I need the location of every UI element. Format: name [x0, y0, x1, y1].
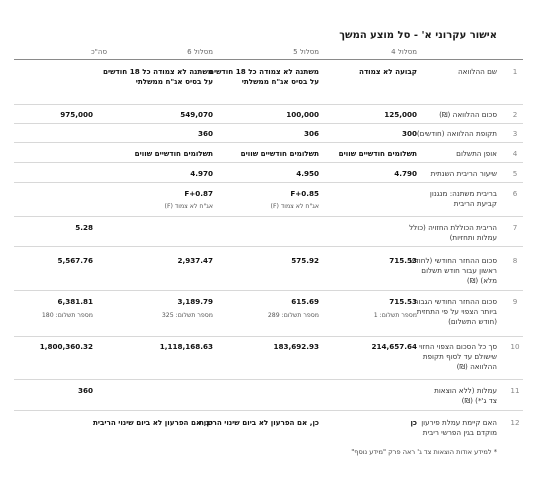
cell-max-payment-track5: 615.69 [291, 297, 319, 306]
row-label-loan-amount: סכום ההלוואה (₪) [439, 110, 497, 119]
cell-max-payment-track6-note: מספר תשלום: 325 [161, 312, 213, 319]
cell-loan-amount-total: 975,000 [60, 110, 93, 119]
cell-monthly-payment-track6: 2,937.47 [177, 256, 213, 265]
cell-loan-name-track5: משתנה לא צמודה כל 18 חודשים על בסיס אג"ח ממשלתי [208, 67, 319, 86]
row-number: 12 [510, 418, 520, 427]
row-divider [14, 336, 523, 337]
row-label-monthly-payment: סכום ההחזר החודשי (לחודש ראשון עבור חודש תשלום מלא) (₪) [409, 256, 497, 285]
cell-loan-period-track4: 300 [401, 129, 417, 138]
cell-total-repayment-track4: 214,657.64 [371, 342, 417, 351]
row-number: 11 [510, 386, 520, 395]
cell-total-repayment-total: 1,800,360.32 [39, 342, 93, 351]
row-number: 2 [512, 110, 518, 119]
row-number: 7 [512, 223, 518, 232]
cell-payment-method-track4: תשלומים חודשיים שווים [338, 149, 417, 158]
row-divider [14, 379, 523, 380]
cell-max-payment-track5-note: מספר תשלום: 289 [267, 312, 319, 319]
row-divider [14, 142, 523, 143]
row-divider [14, 290, 523, 291]
row-divider [14, 246, 523, 247]
footnote: * למידע אודות הוצאות צד ג' ראה פרק "מידע נוסף" [351, 448, 497, 456]
row-label-variable-mechanism: בריבית משתנה: מנגנון קביעת הריבית [429, 189, 497, 208]
cell-total-repayment-track5: 183,692.93 [273, 342, 319, 351]
row-label-payment-method: אופן התשלום [456, 149, 497, 158]
cell-annual-interest-track5: 4.950 [296, 169, 319, 178]
row-divider [14, 104, 523, 105]
row-label-loan-name: שם ההלוואה [457, 67, 497, 76]
cell-loan-name-track6: משתנה לא צמודה כל 18 חודשים על בסיס אג"ח ממשלתי [102, 67, 213, 86]
cell-max-payment-track6: 3,189.79 [177, 297, 213, 306]
cell-total-repayment-track6: 1,118,168.63 [159, 342, 213, 351]
row-label-early-repayment-fee: האם קיימת עמלת פירעון מוקדם בגין הפרשי ריבית [421, 418, 497, 437]
cell-total-interest-total: 5.28 [75, 223, 93, 232]
row-label-annual-interest: שיעור הריבית השנתית [430, 169, 497, 178]
cell-monthly-payment-total: 5,567.76 [57, 256, 93, 265]
cell-monthly-payment-track5: 575.92 [291, 256, 319, 265]
row-divider [14, 410, 523, 411]
cell-payment-method-track5: תשלומים חודשיים שווים [240, 149, 319, 158]
row-label-fees: עמלות (ללא הוצאות צד ג'*) (₪) [434, 386, 497, 405]
cell-early-repayment-track5: כן, אם הפרעון לא ביום שינוי הריבית [199, 418, 319, 427]
row-label-total-interest: הריבית הכוללת החזויה (כולל עמלות ותחזיות) [409, 223, 497, 242]
row-divider [14, 162, 523, 163]
cell-loan-amount-track4: 125,000 [384, 110, 417, 119]
row-number: 10 [510, 342, 520, 351]
row-divider [14, 123, 523, 124]
cell-early-repayment-track6: כן, אם הפרעון לא ביום שינוי הריבית [93, 418, 213, 427]
column-header-track6: מסלול 6 [187, 48, 213, 56]
row-number: 5 [512, 169, 518, 178]
row-label-total-repayment: סך כל הסכום הצפוי החזוי שישולם עד לסוף תקופת ההלוואה (₪) [419, 342, 497, 371]
cell-variable-mechanism-track6-note: אג"ח לא צמוד (F) [164, 203, 213, 210]
cell-max-payment-total-note: מספר תשלום: 180 [41, 312, 93, 319]
cell-payment-method-track6: תשלומים חודשיים שווים [134, 149, 213, 158]
row-label-loan-period: תקופת ההלוואה (חודשים) [416, 129, 497, 138]
cell-variable-mechanism-track5-note: אג"ח לא צמוד (F) [270, 203, 319, 210]
row-number: 8 [512, 256, 518, 265]
cell-loan-period-track5: 306 [303, 129, 319, 138]
cell-variable-mechanism-track6: F+0.87 [184, 189, 213, 198]
column-header-track5: מסלול 5 [293, 48, 319, 56]
cell-loan-period-track6: 360 [197, 129, 213, 138]
cell-annual-interest-track4: 4.790 [394, 169, 417, 178]
cell-early-repayment-track4: כן [410, 418, 417, 427]
row-label-max-payment: סכום ההחזר החודשי הגבוה ביותר הצפוי על פי התחזית (חודש התשלום) [413, 297, 497, 326]
cell-annual-interest-track6: 4.970 [190, 169, 213, 178]
row-number: 9 [512, 297, 518, 306]
column-header-total: סה"כ [90, 48, 107, 56]
row-number: 6 [512, 189, 518, 198]
cell-loan-name-track4: קבועה לא צמודה [359, 67, 417, 76]
cell-max-payment-total: 6,381.81 [57, 297, 93, 306]
row-divider [14, 216, 523, 217]
cell-monthly-payment-track4: 715.53 [389, 256, 417, 265]
page-title: אישור עקרוני א' - סל מוצע המשך [339, 30, 497, 41]
cell-loan-amount-track6: 549,070 [180, 110, 213, 119]
row-number: 4 [512, 149, 518, 158]
row-divider [14, 182, 523, 183]
cell-max-payment-track4-note: מספר תשלום: 1 [373, 312, 417, 319]
cell-variable-mechanism-track5: F+0.85 [290, 189, 319, 198]
header-divider [14, 59, 523, 60]
row-number: 1 [512, 67, 518, 76]
column-header-track4: מסלול 4 [391, 48, 417, 56]
cell-fees-total: 360 [77, 386, 93, 395]
row-number: 3 [512, 129, 518, 138]
cell-max-payment-track4: 715.53 [389, 297, 417, 306]
cell-loan-amount-track5: 100,000 [286, 110, 319, 119]
